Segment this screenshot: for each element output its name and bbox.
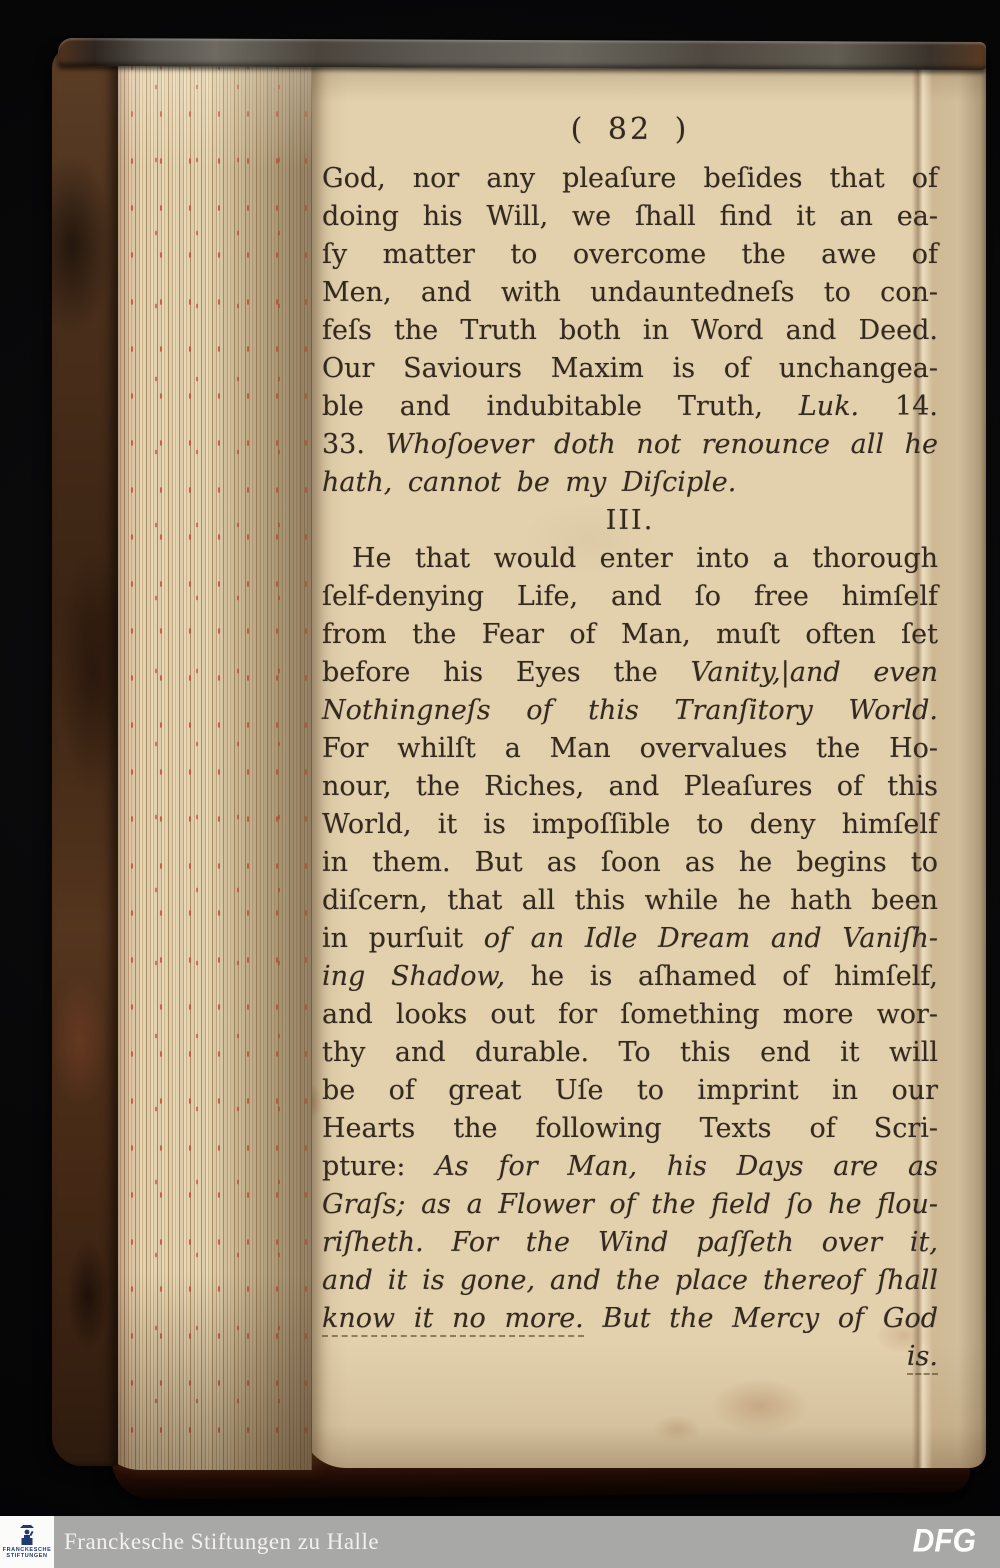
text-run: But the Mercy of God xyxy=(583,1303,938,1334)
text-line xyxy=(322,996,938,1034)
text-line xyxy=(322,730,938,768)
text-run: he is aſhamed of himſelf, xyxy=(505,961,939,992)
text-run: 14. xyxy=(859,391,938,422)
text-run: | xyxy=(780,657,790,688)
book-top-edge xyxy=(58,38,986,70)
text-run: He that would enter into a thorough xyxy=(352,543,938,574)
text-line xyxy=(322,198,938,236)
text-run: before his Eyes the xyxy=(322,657,691,688)
text-run: riſheth. For the Wind paſſeth over it, xyxy=(322,1227,938,1258)
text-run: World, it is impoſſible to deny himſelf xyxy=(322,809,938,840)
text-run: ing Shadow, xyxy=(322,961,506,992)
text-run: of an Idle Dream and Vaniſh- xyxy=(483,923,938,954)
text-line xyxy=(322,1110,938,1148)
text-line xyxy=(322,844,938,882)
text-run: in purſuit xyxy=(322,923,484,954)
text-run: Nothingneſs of this Tranſitory World. xyxy=(322,695,938,726)
text-run: and it is gone, and the place thereof ſhall xyxy=(322,1265,938,1296)
text-line xyxy=(322,274,938,312)
book-page xyxy=(300,60,986,1468)
franckesche-logo-icon xyxy=(16,1525,38,1545)
text-run: Graſs; as a Flower of the field ſo he flou- xyxy=(322,1189,938,1220)
text-line xyxy=(322,1072,938,1110)
logo-text xyxy=(3,1547,52,1560)
text-line xyxy=(322,502,938,540)
text-line xyxy=(322,1338,938,1376)
text-line xyxy=(322,1034,938,1072)
page-text xyxy=(322,160,938,1376)
text-run: ble and indubitable Truth, xyxy=(322,391,799,422)
text-run: hath, cannot be my Diſciple. xyxy=(322,467,737,498)
text-run: doing his Will, we ſhall find it an ea- xyxy=(322,201,938,232)
text-line xyxy=(322,882,938,920)
text-run: diſcern, that all this while he hath been xyxy=(322,885,938,916)
page-number: ( 82 ) xyxy=(570,112,690,147)
text-run: ſy matter to overcome the awe of xyxy=(322,239,938,270)
text-run: Men, and with undauntedneſs to con- xyxy=(322,277,938,308)
text-line xyxy=(322,388,938,426)
logo-text-line2: STIFTUNGEN xyxy=(6,1553,48,1559)
dfg-logo: DFG xyxy=(912,1523,976,1560)
institution-name: Franckesche Stiftungen zu Halle xyxy=(64,1529,380,1554)
franckesche-logo xyxy=(0,1516,54,1568)
text-run: Vanity, xyxy=(690,657,781,688)
page-text-block xyxy=(322,108,938,1376)
logo-text-line1: FRANCKESCHE xyxy=(2,1546,52,1553)
text-run: Hearts the following Texts of Scri- xyxy=(322,1113,938,1144)
text-run: Our Saviours Maxim is of unchangea- xyxy=(322,353,938,384)
page-edges xyxy=(96,56,312,1470)
text-line xyxy=(322,616,938,654)
text-line xyxy=(322,312,938,350)
text-line xyxy=(322,464,938,502)
text-run: and looks out for ſomething more wor- xyxy=(322,999,938,1030)
text-line xyxy=(322,692,938,730)
text-line xyxy=(322,350,938,388)
text-run: pture: xyxy=(322,1151,436,1182)
footer-bar xyxy=(0,1516,1000,1568)
text-line xyxy=(322,1224,938,1262)
text-run: God, nor any pleaſure beſides that of xyxy=(322,163,938,194)
text-run: 33. xyxy=(322,429,386,460)
text-line xyxy=(322,654,938,692)
book-spine xyxy=(52,46,118,1466)
text-line xyxy=(322,958,938,996)
text-line xyxy=(322,426,938,464)
text-run: nour, the Riches, and Pleaſures of this xyxy=(322,771,938,802)
text-line xyxy=(322,236,938,274)
text-line xyxy=(322,578,938,616)
text-run: thy and durable. To this end it will xyxy=(322,1037,938,1068)
text-line xyxy=(322,1262,938,1300)
text-line xyxy=(322,1148,938,1186)
text-run: from the Fear of Man, muſt often ſet xyxy=(322,619,938,650)
text-line xyxy=(322,160,938,198)
text-line xyxy=(322,768,938,806)
text-run: is. xyxy=(907,1341,938,1375)
text-line xyxy=(322,1300,938,1338)
text-run: Whoſoever doth not renounce all he xyxy=(385,429,938,460)
text-line xyxy=(322,1186,938,1224)
text-line xyxy=(322,920,938,958)
text-run: and even xyxy=(789,657,939,688)
text-run: in them. But as ſoon as he begins to xyxy=(322,847,938,878)
text-run: Luk. xyxy=(798,391,860,422)
text-run: ſelf-denying Life, and ſo free himſelf xyxy=(322,581,938,612)
text-run: feſs the Truth both in Word and Deed. xyxy=(322,315,938,346)
text-run: know it no more. xyxy=(322,1303,584,1337)
text-run: be of great Uſe to imprint in our xyxy=(322,1075,938,1106)
text-line xyxy=(322,806,938,844)
text-run: For whilſt a Man overvalues the Ho- xyxy=(322,733,938,764)
text-run: III. xyxy=(605,505,655,536)
text-line xyxy=(322,540,938,578)
text-run: As for Man, his Days are as xyxy=(435,1151,939,1182)
